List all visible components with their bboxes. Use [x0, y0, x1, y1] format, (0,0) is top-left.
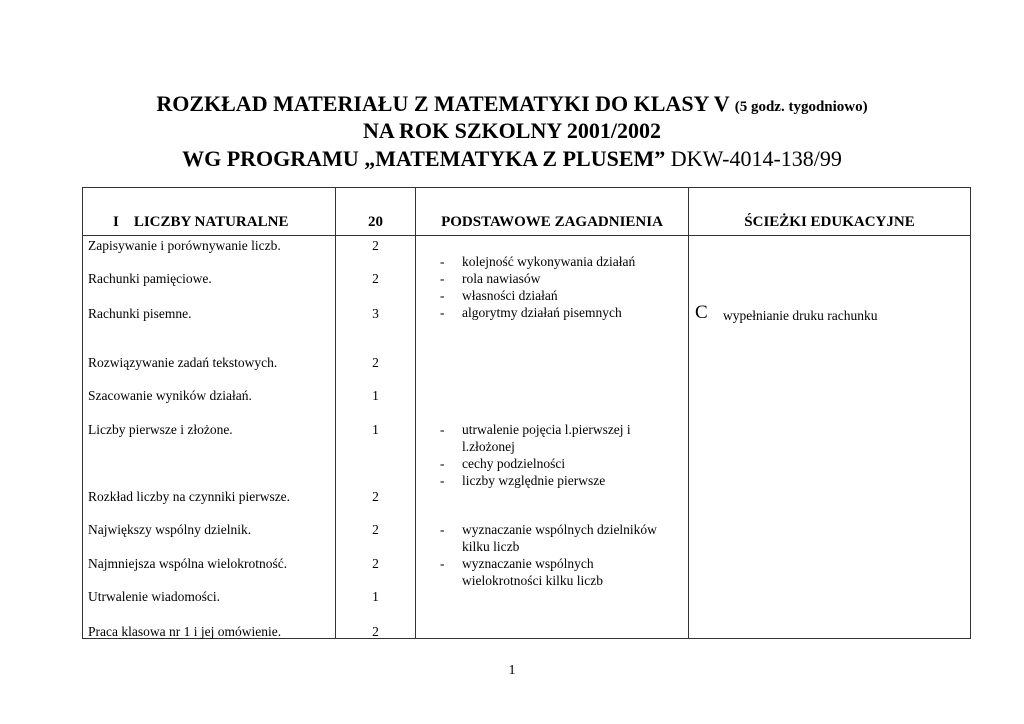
- bullet-dash: -: [440, 271, 445, 286]
- page-number: 1: [508, 663, 516, 678]
- topics-cell: [83, 236, 336, 639]
- program-code: DKW-4014-138/99: [670, 146, 842, 171]
- topic-hours: 2: [372, 522, 379, 537]
- issues-cell: [416, 236, 689, 639]
- issue-item-continuation: kilku liczb: [462, 539, 520, 554]
- issue-item: rola nawiasów: [462, 271, 541, 286]
- topic-hours: 1: [372, 388, 379, 403]
- topic-label: Najmniejsza wspólna wielokrotność.: [88, 556, 288, 571]
- paths-cell: [689, 236, 971, 639]
- topic-label: Liczby pierwsze i złożone.: [88, 422, 233, 437]
- title-line-2: NA ROK SZKOLNY 2001/2002: [362, 118, 662, 143]
- title-line-3: [0, 145, 1024, 173]
- topic-label: Rachunki pamięciowe.: [88, 271, 212, 286]
- bullet-dash: -: [440, 305, 445, 320]
- hours-cell: [336, 236, 416, 639]
- header-section: I LICZBY NATURALNE: [83, 188, 336, 236]
- bullet-dash: -: [440, 556, 445, 571]
- topic-label: Rozkład liczby na czynniki pierwsze.: [88, 489, 291, 504]
- bullet-dash: -: [440, 254, 445, 269]
- topic-hours: 1: [372, 422, 379, 437]
- topic-hours: 2: [372, 556, 379, 571]
- bullet-dash: -: [440, 288, 445, 303]
- syllabus-table: [82, 187, 971, 639]
- issue-item: wyznaczanie wspólnych dzielników: [462, 522, 657, 537]
- bullet-dash: -: [440, 422, 445, 437]
- topic-label: Zapisywanie i porównywanie liczb.: [88, 238, 281, 253]
- topic-label: Praca klasowa nr 1 i jej omówienie.: [88, 624, 282, 639]
- bullet-dash: -: [440, 456, 445, 471]
- issue-item-continuation: wielokrotności kilku liczb: [462, 573, 603, 588]
- path-letter: C: [695, 302, 708, 323]
- table-header-row: [83, 188, 971, 236]
- path-text: wypełnianie druku rachunku: [723, 308, 878, 323]
- issue-item: algorytmy działań pisemnych: [462, 305, 622, 320]
- header-paths: ŚCIEŻKI EDUKACYJNE: [689, 188, 971, 236]
- issue-item: kolejność wykonywania działań: [462, 254, 636, 269]
- topic-hours: 1: [372, 589, 379, 604]
- topic-hours: 2: [372, 355, 379, 370]
- topic-label: Największy wspólny dzielnik.: [88, 522, 252, 537]
- topic-label: Utrwalenie wiadomości.: [88, 589, 220, 604]
- topic-hours: 2: [372, 238, 379, 253]
- topic-label: Szacowanie wyników działań.: [88, 388, 252, 403]
- issue-item: liczby względnie pierwsze: [462, 473, 606, 488]
- header-issues: PODSTAWOWE ZAGADNIENIA: [416, 188, 689, 236]
- bullet-dash: -: [440, 473, 445, 488]
- topic-hours: 2: [372, 271, 379, 286]
- title-main: ROZKŁAD MATERIAŁU Z MATEMATYKI DO KLASY V: [156, 91, 730, 116]
- program-name: WG PROGRAMU „MATEMATYKA Z PLUSEM”: [182, 146, 666, 171]
- header-hours: 20: [336, 188, 416, 236]
- topic-label: Rozwiązywanie zadań tekstowych.: [88, 355, 278, 370]
- bullet-dash: -: [440, 522, 445, 537]
- issue-item-continuation: l.złożonej: [462, 439, 515, 454]
- topic-label: Rachunki pisemne.: [88, 306, 192, 321]
- issue-item: utrwalenie pojęcia l.pierwszej i: [462, 422, 631, 437]
- topic-hours: 2: [372, 489, 379, 504]
- issue-item: własności działań: [462, 288, 558, 303]
- issue-item: cechy podzielności: [462, 456, 566, 471]
- topic-hours: 3: [372, 306, 379, 321]
- table-body-row: [83, 236, 971, 639]
- title-note: (5 godz. tygodniowo): [734, 99, 868, 115]
- issue-item: wyznaczanie wspólnych: [462, 556, 594, 571]
- topic-hours: 2: [372, 624, 379, 639]
